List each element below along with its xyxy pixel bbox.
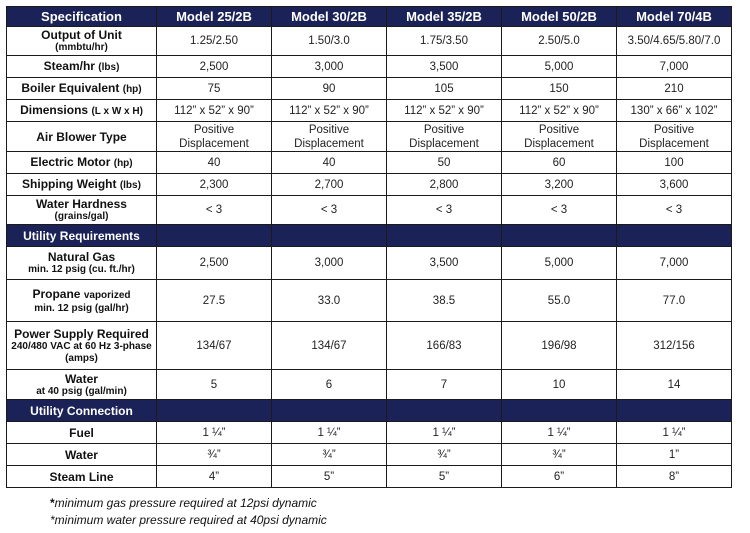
row-label: Steam/hr (lbs) — [7, 56, 157, 78]
value-cell: 14 — [617, 370, 732, 400]
value-cell: 33.0 — [272, 280, 387, 322]
utility-requirements-heading: Utility Requirements — [7, 225, 157, 247]
value-cell: 112” x 52” x 90” — [502, 100, 617, 122]
value-cell: < 3 — [617, 196, 732, 225]
footnote-star: * — [50, 496, 55, 510]
value-cell: 10 — [502, 370, 617, 400]
value-cell: 1 ¼” — [617, 422, 732, 444]
value-cell: 112” x 52” x 90” — [157, 100, 272, 122]
row-sublabel: (grains/gal) — [54, 211, 109, 222]
row-sublabel: min. 12 psig (gal/hr) — [34, 302, 129, 314]
value-cell: 3.50/4.65/5.80/7.0 — [617, 27, 732, 56]
value-cell: 50 — [387, 152, 502, 174]
value-cell: 210 — [617, 78, 732, 100]
value-cell: 8” — [617, 466, 732, 488]
model-heading: Model 70/4B — [617, 7, 732, 27]
value-cell: 2,500 — [157, 247, 272, 280]
table-row — [7, 322, 732, 370]
value-cell: 1 ¼” — [157, 422, 272, 444]
value-cell: Positive Displacement — [387, 122, 502, 152]
value-cell: < 3 — [387, 196, 502, 225]
model-heading: Model 30/2B — [272, 7, 387, 27]
row-label: Natural Gas min. 12 psig (cu. ft./hr) — [7, 247, 157, 280]
row-label: Air Blower Type — [7, 122, 157, 152]
value-cell: 7,000 — [617, 56, 732, 78]
row-unit: (hp) — [122, 83, 142, 95]
value-cell: 5 — [157, 370, 272, 400]
value-cell: 7 — [387, 370, 502, 400]
section-header-row — [7, 400, 732, 422]
value-cell: 130” x 66” x 102” — [617, 100, 732, 122]
value-cell: 40 — [272, 152, 387, 174]
section-header-row — [7, 225, 732, 247]
value-cell: 134/67 — [157, 322, 272, 370]
table-row — [7, 122, 732, 152]
row-label: Boiler Equivalent (hp) — [7, 78, 157, 100]
row-sublabel: 240/480 VAC at 60 Hz 3-phase (amps) — [11, 340, 152, 364]
utility-connection-heading: Utility Connection — [7, 400, 157, 422]
row-label: Fuel — [7, 422, 157, 444]
table-row — [7, 370, 732, 400]
value-cell: 2,700 — [272, 174, 387, 196]
value-cell: 5” — [387, 466, 502, 488]
value-cell: 166/83 — [387, 322, 502, 370]
value-cell: < 3 — [272, 196, 387, 225]
value-cell: < 3 — [157, 196, 272, 225]
gas-pressure-note: *minimum gas pressure required at 12psi dynamic — [50, 496, 317, 510]
value-cell: 3,200 — [502, 174, 617, 196]
value-cell: 1.75/3.50 — [387, 27, 502, 56]
value-cell: 3,500 — [387, 56, 502, 78]
row-sublabel: at 40 psig (gal/min) — [36, 385, 127, 397]
model-heading: Model 25/2B — [157, 7, 272, 27]
model-heading: Model 50/2B — [502, 7, 617, 27]
table-row — [7, 174, 732, 196]
utility-connection-rows — [7, 422, 732, 488]
row-label: Dimensions (L x W x H) — [7, 100, 157, 122]
utility-requirements-rows — [7, 247, 732, 400]
value-cell: < 3 — [502, 196, 617, 225]
value-cell: 1” — [617, 444, 732, 466]
value-cell: 2,500 — [157, 56, 272, 78]
row-unit: (L x W x H) — [91, 105, 143, 117]
row-label: Output of Unit (mmbtu/hr) — [7, 27, 157, 56]
value-cell: 1.50/3.0 — [272, 27, 387, 56]
row-label: Water at 40 psig (gal/min) — [7, 370, 157, 400]
table-row — [7, 152, 732, 174]
value-cell: 90 — [272, 78, 387, 100]
utility-connection-section — [7, 400, 732, 422]
value-cell: 1 ¼” — [272, 422, 387, 444]
row-label: Water Hardness (grains/gal) — [7, 196, 157, 225]
value-cell: 1 ¼” — [387, 422, 502, 444]
value-cell: 7,000 — [617, 247, 732, 280]
table-row — [7, 196, 732, 225]
footnotes — [50, 495, 327, 529]
value-cell: 38.5 — [387, 280, 502, 322]
table-row — [7, 100, 732, 122]
value-cell: Positive Displacement — [272, 122, 387, 152]
header-row — [7, 7, 732, 27]
table-row — [7, 466, 732, 488]
value-cell: 100 — [617, 152, 732, 174]
value-cell: ¾” — [157, 444, 272, 466]
value-cell: ¾” — [272, 444, 387, 466]
value-cell: 196/98 — [502, 322, 617, 370]
value-cell: 4” — [157, 466, 272, 488]
water-pressure-note: *minimum water pressure required at 40psi dynamic — [50, 513, 327, 527]
value-cell: Positive Displacement — [502, 122, 617, 152]
value-cell: 5,000 — [502, 247, 617, 280]
value-cell: 150 — [502, 78, 617, 100]
value-cell: 2,300 — [157, 174, 272, 196]
value-cell: 3,000 — [272, 56, 387, 78]
value-cell: 60 — [502, 152, 617, 174]
value-cell: 6 — [272, 370, 387, 400]
value-cell: 1.25/2.50 — [157, 27, 272, 56]
value-cell: 55.0 — [502, 280, 617, 322]
specification-heading: Specification — [7, 7, 157, 27]
value-cell: 2.50/5.0 — [502, 27, 617, 56]
value-cell: 2,800 — [387, 174, 502, 196]
table-row — [7, 422, 732, 444]
row-label: Propane vaporized min. 12 psig (gal/hr) — [7, 280, 157, 322]
row-unit: (hp) — [113, 157, 133, 169]
row-label: Water — [7, 444, 157, 466]
row-sublabel: (mmbtu/hr) — [55, 42, 108, 53]
value-cell: 134/67 — [272, 322, 387, 370]
row-unit: (lbs) — [119, 179, 141, 191]
table-row — [7, 27, 732, 56]
row-label: Shipping Weight (lbs) — [7, 174, 157, 196]
value-cell: 6” — [502, 466, 617, 488]
row-label: Steam Line — [7, 466, 157, 488]
value-cell: 3,000 — [272, 247, 387, 280]
row-label: Electric Motor (hp) — [7, 152, 157, 174]
value-cell: 312/156 — [617, 322, 732, 370]
row-unit: vaporized — [83, 289, 131, 301]
value-cell: ¾” — [502, 444, 617, 466]
value-cell: 105 — [387, 78, 502, 100]
value-cell: ¾” — [387, 444, 502, 466]
table-row — [7, 247, 732, 280]
value-cell: Positive Displacement — [157, 122, 272, 152]
value-cell: 77.0 — [617, 280, 732, 322]
value-cell: 112” x 52” x 90” — [272, 100, 387, 122]
utility-requirements-section — [7, 225, 732, 247]
row-label: Power Supply Required 240/480 VAC at 60 Hz 3-phase (amps) — [7, 322, 157, 370]
table-row — [7, 56, 732, 78]
table-row — [7, 444, 732, 466]
row-sublabel: min. 12 psig (cu. ft./hr) — [28, 264, 135, 275]
row-unit: (lbs) — [98, 61, 120, 73]
table-row — [7, 280, 732, 322]
value-cell: 75 — [157, 78, 272, 100]
value-cell: Positive Displacement — [617, 122, 732, 152]
value-cell: 5,000 — [502, 56, 617, 78]
value-cell: 1 ¼” — [502, 422, 617, 444]
value-cell: 3,600 — [617, 174, 732, 196]
value-cell: 27.5 — [157, 280, 272, 322]
value-cell: 112” x 52” x 90” — [387, 100, 502, 122]
value-cell: 3,500 — [387, 247, 502, 280]
specification-table — [6, 6, 732, 488]
specification-rows — [7, 27, 732, 225]
value-cell: 5” — [272, 466, 387, 488]
model-heading: Model 35/2B — [387, 7, 502, 27]
value-cell: 40 — [157, 152, 272, 174]
table-row — [7, 78, 732, 100]
